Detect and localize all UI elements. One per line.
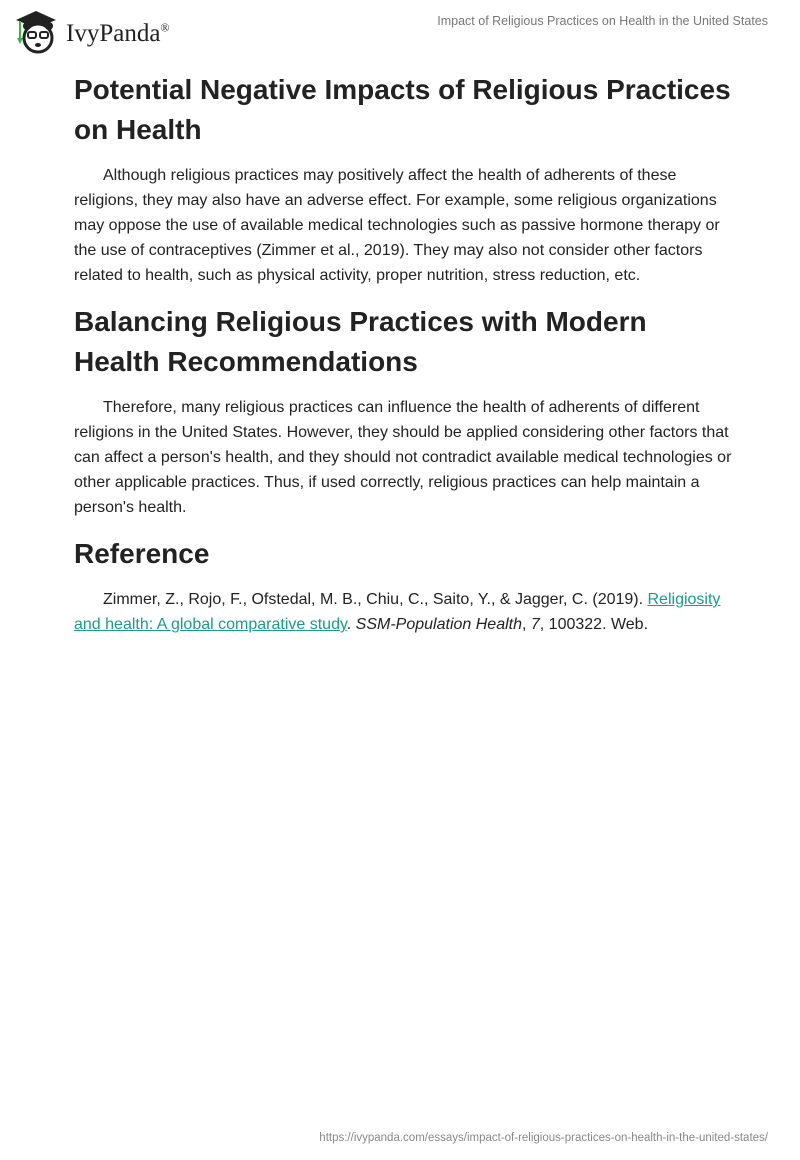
registered-mark: ®	[160, 20, 170, 35]
document-title: Impact of Religious Practices on Health in the United States	[437, 14, 768, 28]
section-heading: Potential Negative Impacts of Religious Practices on Health	[74, 74, 731, 145]
essay-content	[74, 70, 734, 651]
section-heading: Balancing Religious Practices with Modern Health Recommendations	[74, 306, 647, 377]
logo-text: IvyPanda	[66, 20, 161, 47]
section-paragraph: Although religious practices may positively affect the health of adherents of these religions, they may also have an adverse effect. For example, some religious organizations may oppose the use of available medical technologies such as passive hormone therapy or the use of contraceptives (Zimmer et al., 2019). They may also not consider other factors related to health, such as physical activity, proper nutrition, stress reduction, etc.	[74, 167, 720, 284]
reference-authors: Zimmer, Z., Rojo, F., Ofstedal, M. B., Chiu, C., Saito, Y., & Jagger, C. (2019).	[103, 591, 648, 608]
page-header	[0, 0, 800, 60]
reference-separator: ,	[521, 616, 531, 633]
ivypanda-logo[interactable]	[12, 8, 170, 54]
reference-separator: .	[346, 616, 356, 633]
reference-journal: SSM-Population Health	[355, 616, 522, 633]
footer-url: https://ivypanda.com/essays/impact-of-religious-practices-on-health-in-the-united-states/	[319, 1132, 768, 1144]
reference-heading: Reference	[74, 538, 210, 569]
section-paragraph: Therefore, many religious practices can influence the health of adherents of different religions in the United States. However, they should be applied considering other factors that can affect a person's health, and they should not contradict available medical technologies or other applicable practices. Thus, if used correctly, religious practices can help maintain a person's health.	[74, 399, 732, 516]
reference-entry	[74, 587, 734, 637]
panda-graduation-cap-icon	[12, 8, 60, 54]
reference-volume: 7	[530, 616, 540, 633]
reference-link[interactable]: Religiosity and health: A global comparative study	[74, 591, 721, 633]
reference-rest: , 100322. Web.	[539, 616, 649, 633]
